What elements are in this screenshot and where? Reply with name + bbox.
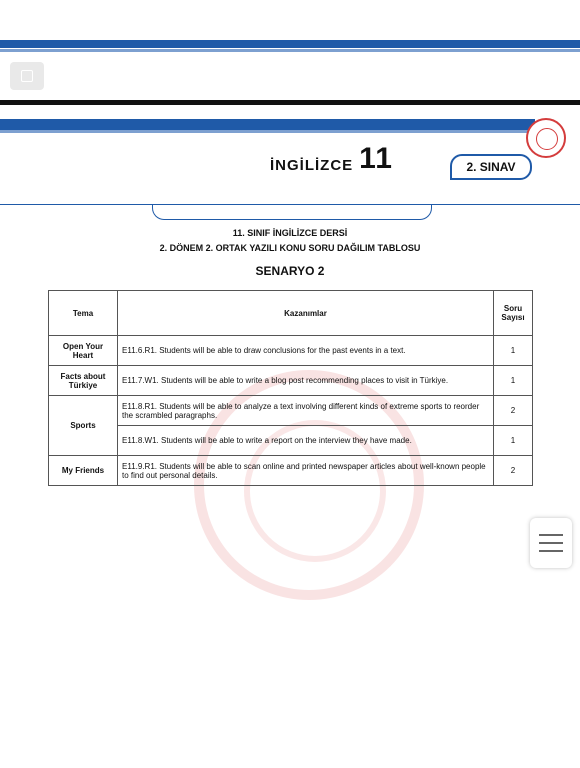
kazanim-cell: E11.8.W1. Students will be able to write a report on the interview they have made. (118, 426, 494, 456)
table-row (49, 396, 533, 426)
menu-button[interactable] (530, 518, 572, 568)
table-row (49, 456, 533, 486)
placeholder-icon (21, 70, 33, 82)
table-row (49, 426, 533, 456)
table-row (49, 336, 533, 366)
subject-label: İNGİLİZCE (270, 157, 354, 174)
hamburger-menu-icon (539, 534, 563, 536)
count-cell: 1 (494, 336, 533, 366)
header-soru-sayisi: Soru Sayısı (494, 291, 533, 336)
hamburger-menu-icon (539, 550, 563, 552)
table-title: 2. DÖNEM 2. ORTAK YAZILI KONU SORU DAĞILIM TABLOSU (159, 243, 421, 253)
top-blue-stripe (0, 49, 580, 52)
count-cell: 2 (494, 396, 533, 426)
header-tema: Tema (49, 291, 118, 336)
title-tab (152, 205, 432, 220)
document-header-bar (0, 119, 535, 130)
toolbar-button[interactable] (10, 62, 44, 90)
course-title: 11. SINIF İNGİLİZCE DERSİ (232, 228, 348, 238)
distribution-table (48, 290, 533, 486)
hamburger-menu-icon (539, 542, 563, 544)
exam-badge: 2. SINAV (450, 154, 532, 180)
tema-cell: Open Your Heart (49, 336, 118, 366)
table-header-row (49, 291, 533, 336)
kazanim-cell: E11.9.R1. Students will be able to scan online and printed newspaper articles about well-known people to find out personal details. (118, 456, 494, 486)
kazanim-cell: E11.7.W1. Students will be able to write a blog post recommending places to visit in Türkiye. (118, 366, 494, 396)
scenario-title: SENARYO 2 (255, 264, 325, 278)
table-row (49, 366, 533, 396)
black-divider (0, 100, 580, 105)
count-cell: 2 (494, 456, 533, 486)
tema-cell: Sports (49, 396, 118, 456)
tema-cell: My Friends (49, 456, 118, 486)
document-header-stripe (0, 130, 535, 133)
ministry-seal-icon (526, 118, 566, 158)
top-blue-bar (0, 40, 580, 48)
kazanim-cell: E11.6.R1. Students will be able to draw conclusions for the past events in a text. (118, 336, 494, 366)
kazanim-cell: E11.8.R1. Students will be able to analyze a text involving different kinds of extreme sports to reorder the scrambled paragraphs. (118, 396, 494, 426)
tema-cell: Facts about Türkiye (49, 366, 118, 396)
subject-heading (270, 144, 393, 174)
grade-number: 11 (359, 142, 393, 175)
count-cell: 1 (494, 366, 533, 396)
header-kazanimlar: Kazanımlar (118, 291, 494, 336)
count-cell: 1 (494, 426, 533, 456)
